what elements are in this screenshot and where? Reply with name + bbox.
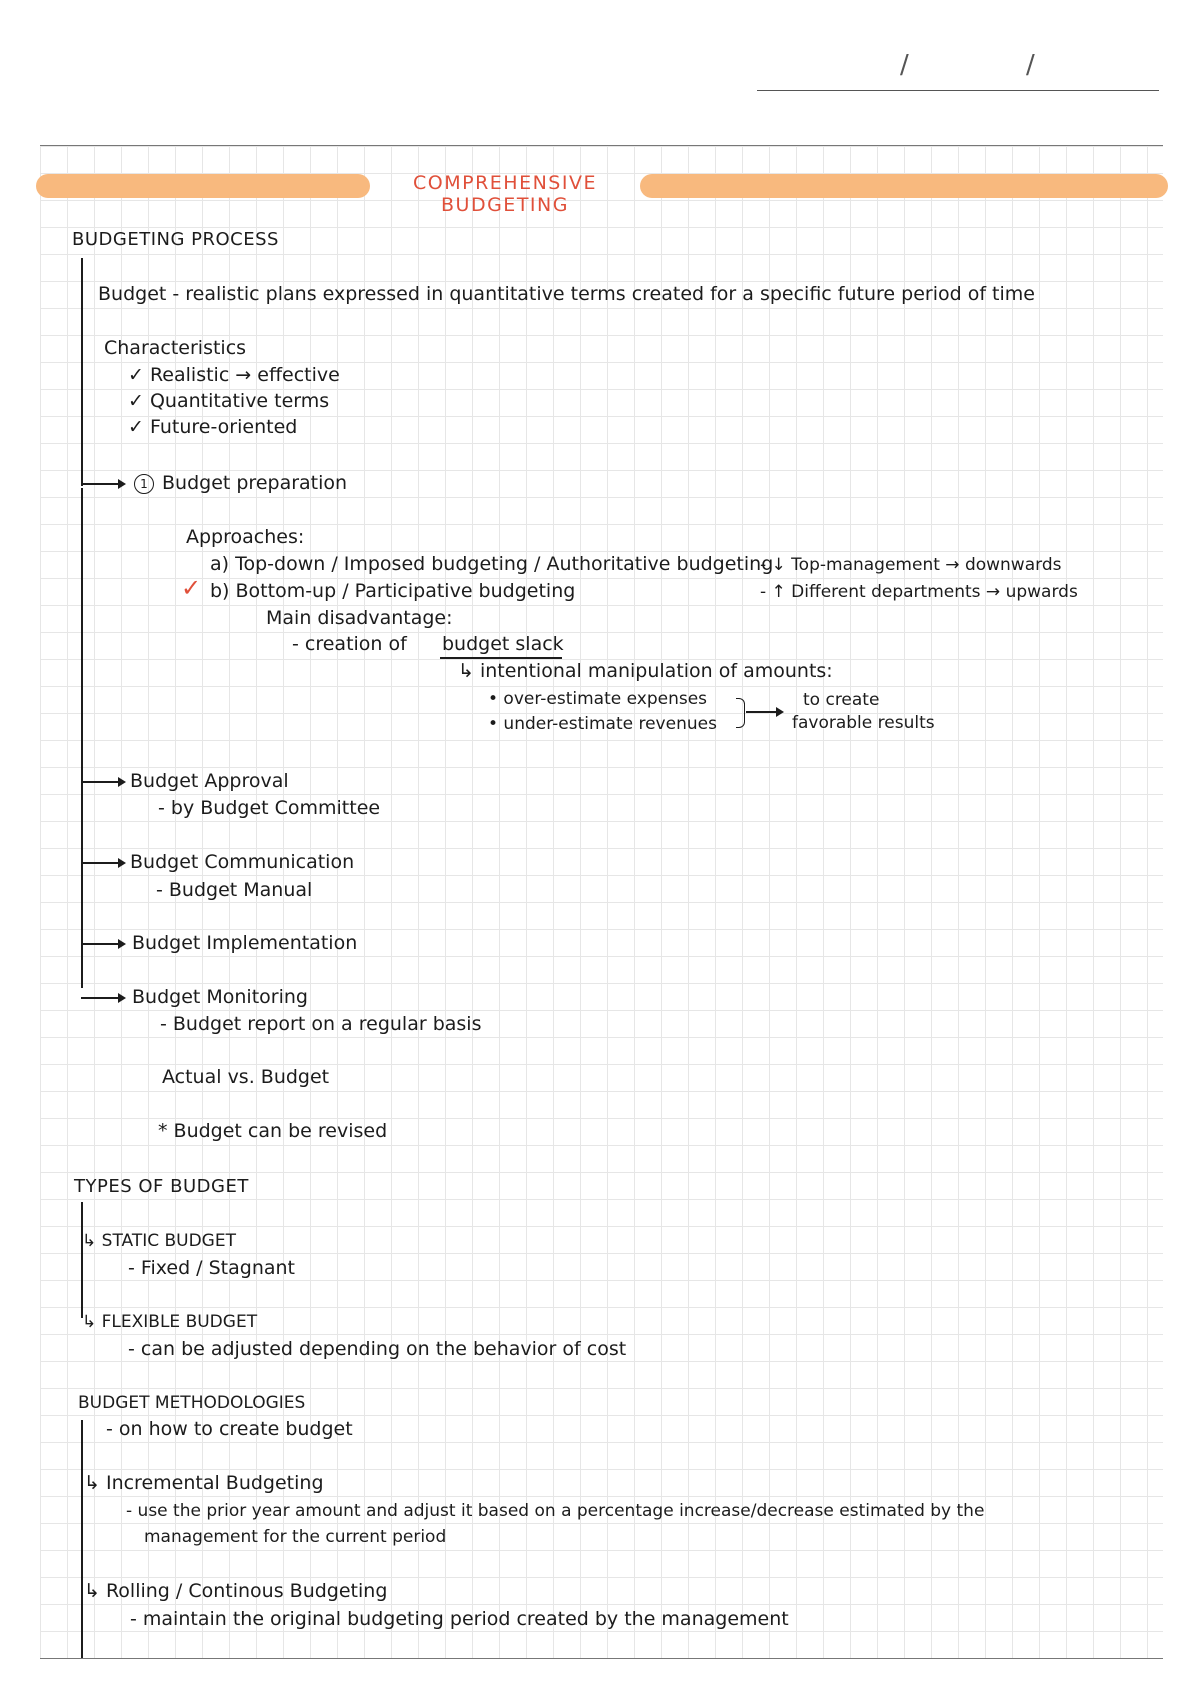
step-budget-monitoring: Budget Monitoring: [132, 986, 308, 1008]
types-tree-line: [81, 1202, 83, 1318]
arrow-right-icon: [118, 939, 126, 949]
characteristics-label: Characteristics: [104, 337, 247, 359]
page-title: COMPREHENSIVE BUDGETING: [413, 172, 597, 216]
disadvantage-label: Main disadvantage:: [266, 607, 453, 629]
method-note: - use the prior year amount and adjust it based on a percentage increase/decrease estimated by the: [126, 1501, 985, 1521]
budget-slack-term: budget slack: [442, 633, 564, 655]
slack-result: to create: [803, 690, 880, 710]
type-note: - can be adjusted depending on the behavior of cost: [128, 1338, 627, 1360]
branch-line: [81, 862, 118, 864]
characteristic-item: ✓ Future-oriented: [128, 416, 298, 438]
revised-note: * Budget can be revised: [158, 1120, 388, 1142]
step-note: - by Budget Committee: [158, 797, 381, 819]
approaches-label: Approaches:: [186, 526, 305, 548]
budget-definition: Budget - realistic plans expressed in quantitative terms created for a specific future period of time: [98, 283, 1035, 305]
type-note: - Fixed / Stagnant: [128, 1257, 296, 1279]
branch-line: [81, 943, 118, 945]
title-band-left: [36, 174, 370, 198]
method-rolling: ↳ Rolling / Continous Budgeting: [84, 1580, 388, 1602]
disadvantage-prefix: - creation of: [292, 633, 407, 655]
slack-item: • under-estimate revenues: [488, 714, 717, 734]
date-slash: /: [1026, 50, 1035, 80]
slack-description: ↳ intentional manipulation of amounts:: [458, 660, 833, 682]
section-heading-methodologies: BUDGET METHODOLOGIES: [78, 1393, 306, 1413]
type-flexible: ↳ FLEXIBLE BUDGET: [82, 1312, 258, 1332]
step-budget-preparation: [134, 471, 347, 495]
arrow-right-icon: [118, 777, 126, 787]
method-note: management for the current period: [144, 1527, 447, 1547]
process-tree-line: [81, 488, 83, 988]
actual-vs-budget: Actual vs. Budget: [162, 1066, 330, 1088]
methods-note: - on how to create budget: [106, 1418, 353, 1440]
arrow-right-icon: [118, 479, 126, 489]
approach-bottom-up-note: - ↑ Different departments → upwards: [760, 582, 1078, 602]
characteristic-item: ✓ Realistic → effective: [128, 364, 340, 386]
arrow-right-icon: [776, 707, 784, 717]
brace-arrow-line: [746, 711, 776, 713]
check-icon: ✓: [181, 574, 202, 602]
step-label: Budget preparation: [162, 472, 348, 494]
method-incremental: ↳ Incremental Budgeting: [84, 1472, 324, 1494]
step-note: - Budget Manual: [156, 879, 313, 901]
step-number: 1: [134, 474, 154, 494]
step-note: - Budget report on a regular basis: [160, 1013, 482, 1035]
process-tree-line: [81, 258, 83, 486]
type-static: ↳ STATIC BUDGET: [82, 1231, 236, 1251]
brace-icon: [736, 698, 745, 728]
step-budget-communication: Budget Communication: [130, 851, 355, 873]
method-note: - maintain the original budgeting period created by the management: [130, 1608, 789, 1630]
approach-bottom-up: b) Bottom-up / Participative budgeting: [210, 580, 576, 602]
arrow-right-icon: [118, 858, 126, 868]
approach-top-down-note: - ↓ Top-management → downwards: [760, 555, 1062, 575]
arrow-right-icon: [118, 993, 126, 1003]
approach-top-down: a) Top-down / Imposed budgeting / Authoritative budgeting: [210, 553, 774, 575]
branch-line: [81, 483, 118, 485]
slack-result: favorable results: [792, 713, 935, 733]
section-heading-process: BUDGETING PROCESS: [72, 229, 279, 250]
date-line: [757, 90, 1159, 91]
section-heading-types: TYPES OF BUDGET: [74, 1176, 249, 1197]
step-budget-approval: Budget Approval: [130, 770, 289, 792]
date-slash: /: [900, 50, 909, 80]
branch-line: [81, 997, 118, 999]
branch-line: [81, 781, 118, 783]
title-band-right: [640, 174, 1168, 198]
step-budget-implementation: Budget Implementation: [132, 932, 358, 954]
characteristic-item: ✓ Quantitative terms: [128, 390, 330, 412]
methods-tree-line: [81, 1420, 83, 1658]
slack-item: • over-estimate expenses: [488, 689, 708, 709]
